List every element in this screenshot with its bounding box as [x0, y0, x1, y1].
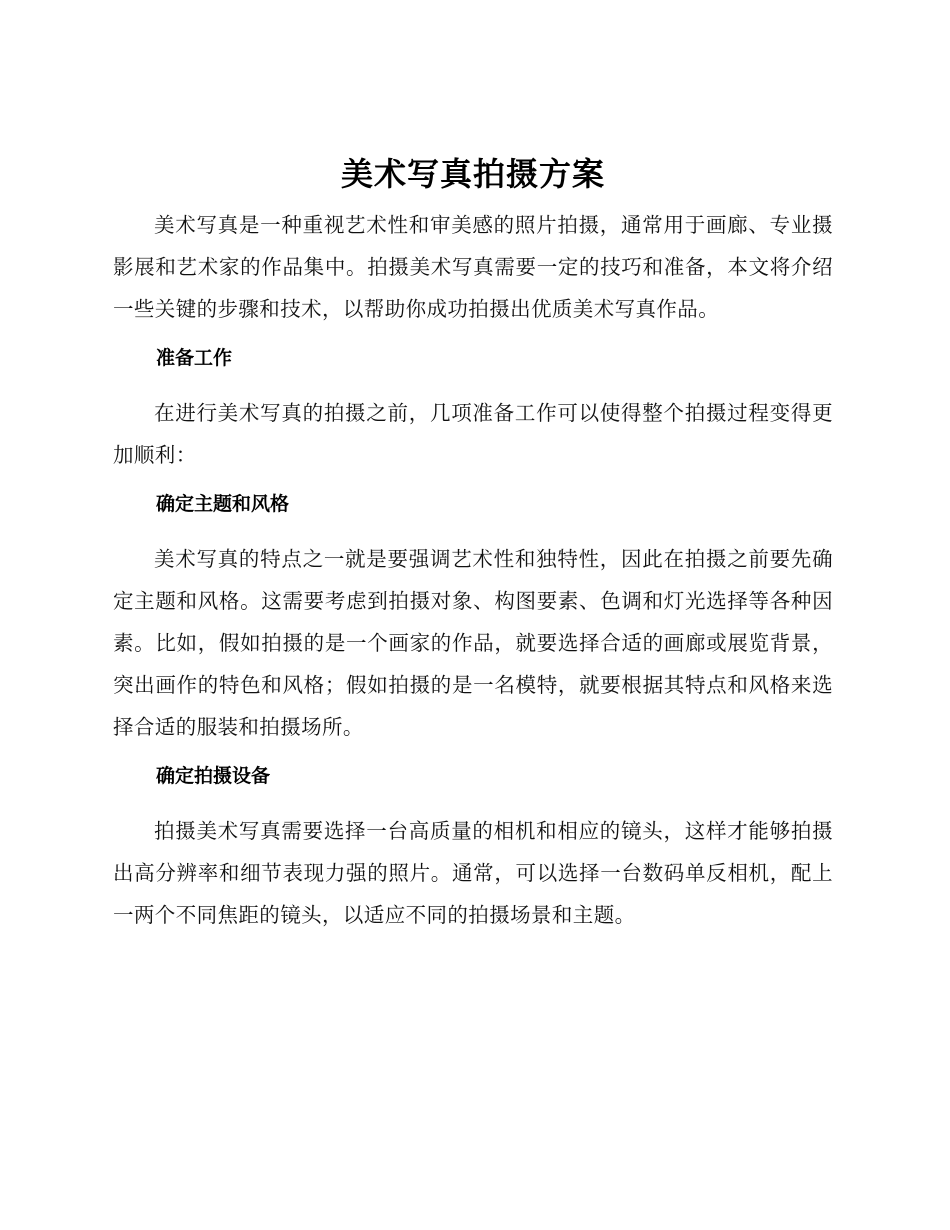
- section-body-equipment: 拍摄美术写真需要选择一台高质量的相机和相应的镜头，这样才能够拍摄出高分辨率和细节表现力强的照片。通常，可以选择一台数码单反相机，配上一两个不同焦距的镜头，以适应不同的拍摄场景和主题。: [113, 819, 833, 927]
- spacer: [113, 330, 833, 346]
- section-heading-theme-style: 确定主题和风格: [156, 493, 290, 515]
- section-heading-preparation: 准备工作: [156, 347, 233, 369]
- spacer: [113, 748, 833, 764]
- document-page: [113, 148, 833, 936]
- spacer: [113, 370, 833, 392]
- section-heading-equipment: 确定拍摄设备: [156, 765, 271, 787]
- intro-paragraph: 美术写真是一种重视艺术性和审美感的照片拍摄，通常用于画廊、专业摄影展和艺术家的作品集中。拍摄美术写真需要一定的技巧和准备，本文将介绍一些关键的步骤和技术，以帮助你成功拍摄出优质美术写真作品。: [113, 213, 833, 321]
- spacer: [113, 788, 833, 810]
- section-body-preparation: 在进行美术写真的拍摄之前，几项准备工作可以使得整个拍摄过程变得更加顺利：: [113, 401, 833, 467]
- spacer: [113, 476, 833, 492]
- spacer: [113, 516, 833, 538]
- document-title: 美术写真拍摄方案: [340, 155, 605, 193]
- section-body-theme-style: 美术写真的特点之一就是要强调艺术性和独特性，因此在拍摄之前要先确定主题和风格。这需要考虑到拍摄对象、构图要素、色调和灯光选择等各种因素。比如，假如拍摄的是一个画家的作品，就要选择合适的画廊或展览背景，突出画作的特色和风格；假如拍摄的是一名模特，就要根据其特点和风格来选择合适的服装和拍摄场所。: [113, 547, 833, 739]
